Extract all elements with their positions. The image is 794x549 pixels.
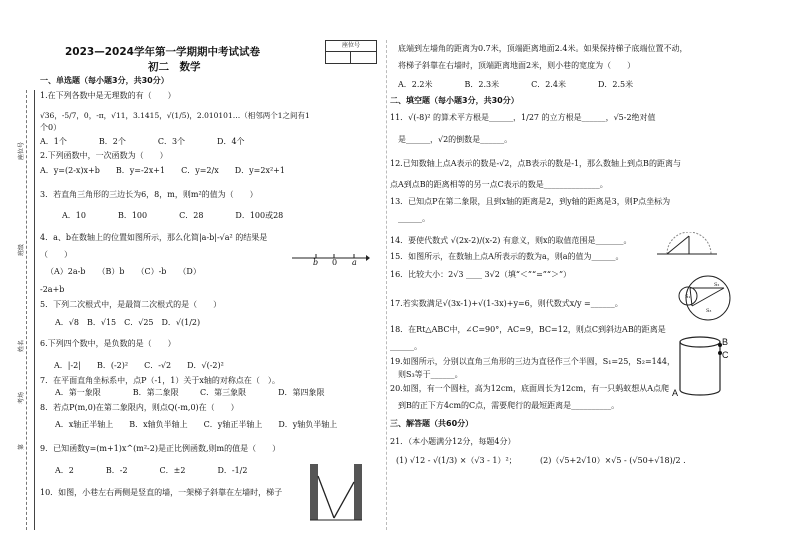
q4-paren: （ ）: [40, 250, 72, 259]
sidebar-name: 姓名: [18, 339, 25, 352]
q2-options: A．y=(2-x)x+b B．y=-2x+1 C．y=2/x D．y=2x²+1: [40, 166, 285, 175]
q10-options: A．2.2米 B．2.3米 C．2.4米 D．2.5米: [398, 80, 634, 89]
q4-options: （A）2a-b （B）b （C）-b （D）: [46, 267, 201, 276]
q1-options: A．1个 B．2个 C．3个 D．4个: [40, 137, 245, 146]
q2-text: 2.下列函数中，一次函数为（ ）: [40, 151, 168, 160]
q21-text: 21．（本小题满分12分，每题4分）: [390, 437, 516, 446]
q20-text-cont: 到B的正下方4cm的C点，需要爬行的最短距离是__________。: [398, 401, 620, 410]
numline-label-a: a: [352, 258, 357, 267]
sidebar-seat: 第: [18, 443, 25, 450]
sidebar-exam-room: 考场: [18, 391, 25, 404]
q11-text-cont: 是______，√2的倒数是______。: [398, 135, 513, 144]
q15-text: 15．如图所示，在数轴上点A所表示的数为a，则a的值为______。: [390, 252, 624, 261]
q5-options: A．√8 B．√15 C．√25 D．√(1/2): [55, 318, 201, 327]
q10-cont-2: 将梯子斜靠在右墙时，顶端距离地面2米，则小巷的宽度为（ ）: [398, 61, 636, 70]
fig-label-b: B: [722, 337, 729, 347]
fig-s2: S₂: [714, 282, 720, 288]
q21-part2: (2)（√5+2√10）×√5 - (√50+√18)/2 .: [540, 456, 686, 465]
q4-text: 4．a、b在数轴上的位置如图所示，那么化简|a-b|-√a² 的结果是: [40, 233, 268, 242]
cylinder-figure: [676, 334, 728, 398]
column-divider: [386, 40, 387, 530]
binding-line-solid: [34, 90, 35, 530]
q1-text: 1.在下列各数中是无理数的有（ ）: [40, 91, 176, 100]
q5-text: 5．下列二次根式中，是最简二次根式的是（ ）: [40, 300, 222, 309]
q3-text: 3．若直角三角形的三边长为6，8，m，则m²的值为（ ）: [40, 190, 258, 199]
numline-label-b: b: [313, 258, 319, 267]
q7-text: 7．在平面直角坐标系中，点P（-1，1）关于x轴的对称点在（ ）。: [40, 376, 280, 385]
seat-box: [325, 40, 377, 64]
ladder-figure: [308, 462, 364, 522]
q10-text: 10．如图，小巷左右两侧是竖直的墙，一架梯子斜靠在左墙时，梯子: [40, 488, 283, 497]
exam-title: 2023—2024学年第一学期期中考试试卷: [65, 46, 260, 58]
sidebar-class: 班级: [18, 243, 25, 256]
binding-line: [26, 90, 27, 530]
q7-options-cd: C．第三象限 D．第四象限: [200, 388, 325, 397]
q1-numbers: √36，-5/7，0，-π，√11，3.1415，√(1/5)，2.010101…（相邻两个1之间有1: [40, 111, 310, 120]
fig-label-c: C: [722, 350, 729, 360]
q7-options-ab: A．第一象限 B．第二象限: [55, 388, 179, 397]
q13-text: 13．已知点P在第二象限，且到x轴的距离是2，到y轴的距离是3，则P点坐标为: [390, 197, 671, 206]
seat-divider: [350, 52, 351, 63]
numline-label-0: 0: [332, 258, 338, 267]
q12-text-cont: 点A到点B的距离相等的另一点C表示的数是______________。: [390, 180, 608, 189]
q9-options: A．2 B．-2 C．±2 D．-1/2: [55, 466, 248, 475]
q11-text: 11．√(-8)² 的算术平方根是______，1/27 的立方根是______，√5-2绝对值: [390, 113, 656, 122]
q3-options: A．10 B．100 C．28 D．100或28: [62, 211, 284, 220]
sidebar-exam-no: 座位号: [18, 141, 25, 160]
q9-text: 9．已知函数y=(m+1)x^(m²-2)是正比例函数,则m的值是（ ）: [40, 444, 281, 453]
q17-text: 17.若实数满足√(3x-1)+√(1-3x)+y=6，则代数式x/y =______。: [390, 299, 623, 308]
q4-option-d: -2a+b: [40, 285, 65, 294]
section-single-choice: 一、单选题（每小题3分，共30分）: [40, 76, 169, 85]
fig-label-a: A: [672, 388, 679, 398]
q15-arc-figure: [655, 232, 719, 260]
q16-text: 16．比较大小：2√3 ____ 3√2（填“＜”“=”“＞”）: [390, 270, 572, 279]
q18-text: 18．在Rt△ABC中，∠C=90°，AC=9，BC=12，则点C到斜边AB的距离是: [390, 325, 666, 334]
exam-subtitle: 初二 数学: [148, 61, 201, 73]
fig-s1: S₁: [685, 294, 691, 300]
q6-options: A．|-2| B．(-2)² C．-√2 D．√(-2)²: [54, 361, 224, 370]
q14-text: 14．要使代数式 √(2x-2)/(x-2) 有意义，则x的取值范围是_______。: [390, 236, 632, 245]
q20-text: 20.如图，有一个圆柱，高为12cm，底面周长为12cm，有一只蚂蚁想从A点爬: [390, 384, 669, 393]
q13-text-cont: ______。: [398, 214, 430, 223]
q1-numbers-cont: 个0）: [40, 123, 62, 132]
q19-text: 19.如图所示，分别以直角三角形的三边为直径作三个半圆，S₁=25，S₂=144，: [390, 357, 675, 366]
fig-s3: S₃: [706, 308, 712, 314]
q18-text-cont: ______。: [390, 342, 422, 351]
section-solve: 三、解答题（共60分）: [390, 419, 474, 428]
q21-part1: (1) √12 - √(1/3) ×（√3 - 1）²；: [396, 456, 517, 465]
q8-text: 8．若点P(m,0)在第二象限内，则点Q(-m,0)在（ ）: [40, 403, 239, 412]
seat-label: 座位号: [326, 41, 376, 52]
q6-text: 6.下列四个数中，是负数的是（ ）: [40, 339, 176, 348]
q8-options: A．x轴正半轴上 B．x轴负半轴上 C．y轴正半轴上 D．y轴负半轴上: [55, 420, 338, 429]
section-fill-blank: 二、填空题（每小题3分，共30分）: [390, 96, 519, 105]
q12-text: 12.已知数轴上点A表示的数是-√2，点B表示的数是-1，那么数轴上到点B的距离与: [390, 159, 681, 168]
q19-text-cont: 则S₃等于______。: [398, 370, 463, 379]
q10-cont-1: 底端到左墙角的距离为0.7米，顶端距离地面2.4米。如果保持梯子底端位置不动，: [398, 44, 688, 53]
number-line-figure: [290, 248, 370, 270]
